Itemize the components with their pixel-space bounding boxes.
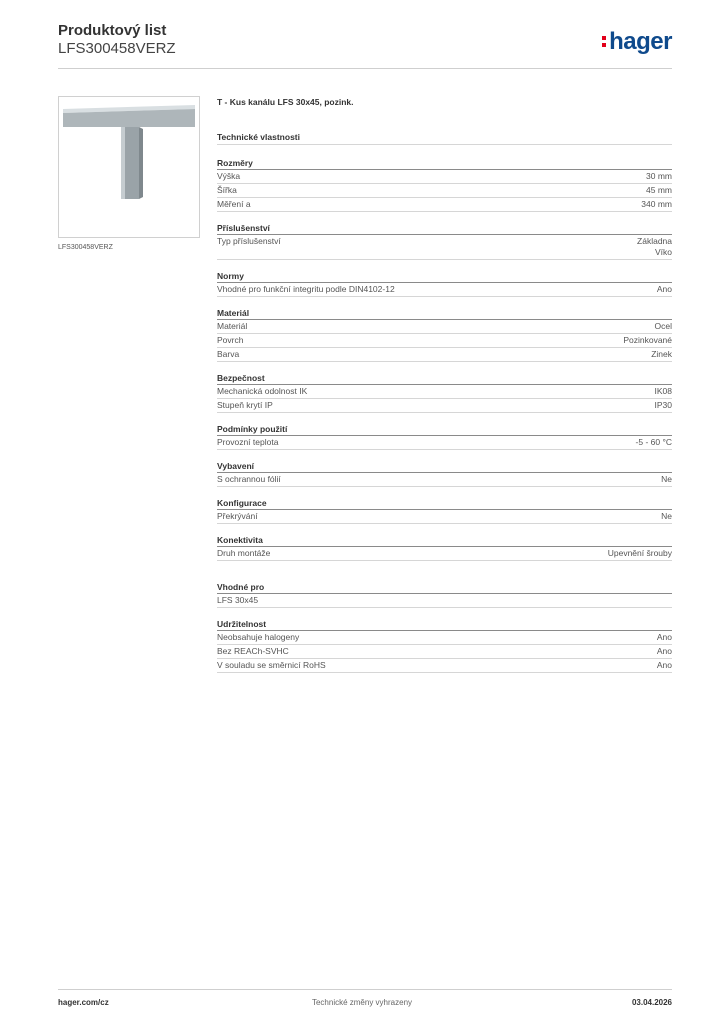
spec-label: Barva	[217, 349, 240, 359]
spec-value-line: 30 mm	[646, 171, 672, 181]
spec-label: Povrch	[217, 335, 244, 345]
section-title: Konfigurace	[217, 497, 672, 510]
spec-value	[661, 474, 672, 485]
spec-section	[217, 460, 672, 487]
spec-section	[217, 307, 672, 362]
section-title: Podmínky použití	[217, 423, 672, 436]
footer-divider	[58, 989, 672, 990]
document-header	[58, 20, 672, 68]
spec-row	[217, 631, 672, 645]
spec-section	[217, 270, 672, 297]
spec-row	[217, 184, 672, 198]
spec-label: V souladu se směrnicí RoHS	[217, 660, 326, 670]
section-title: Bezpečnost	[217, 372, 672, 385]
spec-value-line: Upevnění šrouby	[607, 548, 672, 558]
t-channel-piece-icon	[59, 97, 199, 237]
spec-value-line: Ano	[656, 632, 672, 642]
spec-label: LFS 30x45	[217, 595, 259, 605]
spec-label: Bez REACh-SVHC	[217, 646, 289, 656]
spec-value-line: Ne	[661, 511, 672, 521]
specifications	[217, 96, 672, 673]
spec-label: Stupeň krytí IP	[217, 400, 273, 410]
spec-value-line: Základna	[637, 236, 672, 246]
spec-row	[217, 594, 672, 608]
spec-row	[217, 170, 672, 184]
section-title: Materiál	[217, 307, 672, 320]
section-title: Vhodné pro	[217, 581, 672, 594]
spec-value-line: IP30	[654, 400, 672, 410]
spec-row	[217, 399, 672, 413]
spec-label: Vhodné pro funkční integritu podle DIN4102-12	[217, 284, 395, 294]
section-title: Vybavení	[217, 460, 672, 473]
spec-value	[637, 236, 672, 258]
spec-value	[623, 335, 672, 346]
spec-value	[657, 660, 672, 671]
spec-value	[655, 321, 672, 332]
spec-label: Výška	[217, 171, 241, 181]
spec-section	[217, 423, 672, 450]
spec-label: Mechanická odolnost IK	[217, 386, 308, 396]
logo-dots-icon	[602, 35, 607, 49]
spec-value	[646, 171, 672, 182]
spec-row	[217, 385, 672, 399]
footer-date: 03.04.2026	[631, 998, 672, 1007]
spec-value-line: Zinek	[651, 349, 672, 359]
spec-value-line: Víko	[654, 247, 672, 257]
spec-label: Měření a	[217, 199, 251, 209]
section-title: Rozměry	[217, 157, 672, 170]
spec-label: Typ příslušenství	[217, 236, 281, 246]
spec-value	[608, 548, 672, 559]
spec-row	[217, 283, 672, 297]
document-title: Produktový list	[58, 22, 167, 39]
spec-value-line: Pozinkované	[623, 335, 672, 345]
spec-value-line: Ne	[661, 474, 672, 484]
footer-notice: Technické změny vyhrazeny	[311, 998, 413, 1007]
product-description: T - Kus kanálu LFS 30x45, pozink.	[217, 97, 354, 107]
spec-section	[217, 222, 672, 260]
hager-logo	[602, 28, 672, 56]
spec-label: S ochrannou fólií	[217, 474, 281, 484]
section-title: Konektivita	[217, 534, 672, 547]
spec-label: Druh montáže	[217, 548, 271, 558]
spec-value-line: IK08	[654, 386, 672, 396]
spec-value-line: Ano	[656, 660, 672, 670]
spec-value-line: Ano	[656, 646, 672, 656]
technical-properties-heading: Technické vlastnosti	[217, 130, 672, 145]
spec-value	[651, 349, 672, 360]
spec-value-line: 45 mm	[646, 185, 672, 195]
spec-value	[655, 386, 673, 397]
spec-value-line: Ano	[656, 284, 672, 294]
spec-value	[655, 400, 673, 411]
spec-section	[217, 372, 672, 413]
header-divider	[58, 68, 672, 69]
spec-row	[217, 320, 672, 334]
spec-value	[657, 646, 672, 657]
spec-value-line: 340 mm	[641, 199, 672, 209]
spec-label: Šířka	[217, 185, 237, 195]
spec-row	[217, 348, 672, 362]
spec-row	[217, 235, 672, 260]
product-image	[58, 96, 200, 238]
spec-row	[217, 334, 672, 348]
spec-section	[217, 534, 672, 561]
spec-sections	[217, 157, 672, 561]
section-title: Udržitelnost	[217, 618, 672, 631]
extra-sections	[217, 581, 672, 673]
spec-row	[217, 645, 672, 659]
spec-value-line: Ocel	[654, 321, 672, 331]
spec-section	[217, 618, 672, 673]
footer-website: hager.com/cz	[58, 998, 109, 1007]
spec-label: Materiál	[217, 321, 248, 331]
product-image-caption: LFS300458VERZ	[58, 244, 113, 251]
spec-label: Překrývání	[217, 511, 258, 521]
product-code: LFS300458VERZ	[58, 40, 176, 57]
spec-value-line: -5 - 60 °C	[635, 437, 672, 447]
spec-value	[636, 437, 672, 448]
spec-value	[657, 284, 672, 295]
spec-value	[661, 511, 672, 522]
logo-text: hager	[609, 28, 672, 55]
spec-section	[217, 157, 672, 212]
spec-section	[217, 581, 672, 608]
spec-row	[217, 198, 672, 212]
spec-row	[217, 473, 672, 487]
spec-row	[217, 510, 672, 524]
spec-row	[217, 436, 672, 450]
section-title: Normy	[217, 270, 672, 283]
spec-label: Neobsahuje halogeny	[217, 632, 300, 642]
spec-value	[646, 185, 672, 196]
spec-value	[641, 199, 672, 210]
spec-section	[217, 497, 672, 524]
spec-row	[217, 659, 672, 673]
section-title: Příslušenství	[217, 222, 672, 235]
spec-value	[657, 632, 672, 643]
spec-row	[217, 547, 672, 561]
spec-label: Provozní teplota	[217, 437, 279, 447]
